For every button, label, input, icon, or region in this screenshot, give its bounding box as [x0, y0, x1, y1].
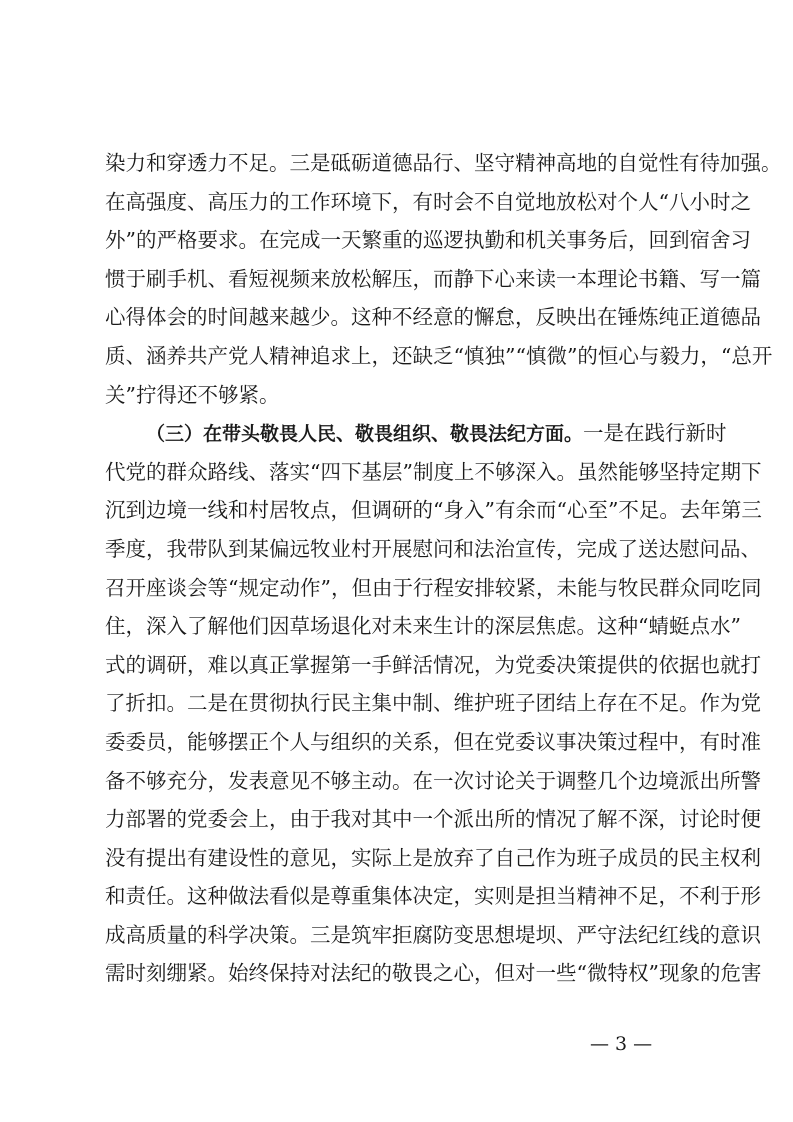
- text-line: 季度，我带队到某偏远牧业村开展慰问和法治宣传，完成了送达慰问品、: [105, 536, 761, 561]
- text-line: 心得体会的时间越来越少。这种不经意的懈怠，反映出在锤炼纯正道德品: [105, 305, 761, 330]
- text-line: 代党的群众路线、落实“四下基层”制度上不够深入。虽然能够坚持定期下: [105, 459, 762, 484]
- document-body: [105, 144, 782, 993]
- text-line: 了折扣。二是在贯彻执行民主集中制、维护班子团结上存在不足。作为党: [105, 691, 761, 716]
- paragraph-reverence: [105, 414, 762, 993]
- text-line: 委委员，能够摆正个人与组织的关系，但在党委议事决策过程中，有时准: [105, 729, 761, 754]
- text-line: 在高强度、高压力的工作环境下，有时会不自觉地放松对个人“八小时之: [105, 189, 751, 214]
- page-number: — 3 —: [590, 1033, 653, 1055]
- text-line: 成高质量的科学决策。三是筑牢拒腐防变思想堤坝、严守法纪红线的意识: [105, 922, 761, 947]
- text-line: 式的调研，难以真正掌握第一手鲜活情况，为党委决策提供的依据也就打: [105, 652, 761, 677]
- paragraph-moral-character: [105, 144, 782, 414]
- section-heading-line: [105, 414, 727, 453]
- heading-line-rest: 一是在践行新时: [583, 421, 727, 446]
- text-line: 召开座谈会等“规定动作”，但由于行程安排较紧，未能与牧民群众同吃同: [105, 575, 762, 600]
- text-line: 惯于刷手机、看短视频来放松解压，而静下心来读一本理论书籍、写一篇: [105, 266, 761, 291]
- text-line: 外”的严格要求。在完成一天繁重的巡逻执勤和机关事务后，回到宿舍习: [105, 228, 751, 253]
- text-line: 染力和穿透力不足。三是砥砺道德品行、坚守精神高地的自觉性有待加强。: [105, 151, 782, 175]
- text-line: 没有提出有建设性的意见，实际上是放弃了自己作为班子成员的民主权利: [105, 845, 761, 870]
- text-line: 沉到边境一线和村居牧点，但调研的“身入”有余而“心至”不足。去年第三: [105, 498, 762, 523]
- text-line: 备不够充分，发表意见不够主动。在一次讨论关于调整几个边境派出所警: [105, 768, 761, 793]
- text-line: 需时刻绷紧。始终保持对法纪的敬畏之心，但对一些“微特权”现象的危害: [105, 961, 762, 986]
- text-line: 力部署的党委会上，由于我对其中一个派出所的情况了解不深，讨论时便: [105, 807, 761, 832]
- text-line: 和责任。这种做法看似是尊重集体决定，实则是担当精神不足，不利于形: [105, 884, 761, 909]
- section-heading: （三）在带头敬畏人民、敬畏组织、敬畏法纪方面。: [146, 423, 584, 446]
- text-line: 质、涵养共产党人精神追求上，还缺乏“慎独”“慎微”的恒心与毅力，“总开: [105, 343, 773, 368]
- text-line: 关”拧得还不够紧。: [105, 382, 280, 407]
- text-line: 住，深入了解他们因草场退化对未来生计的深层焦虑。这种“蜻蜓点水”: [105, 614, 741, 639]
